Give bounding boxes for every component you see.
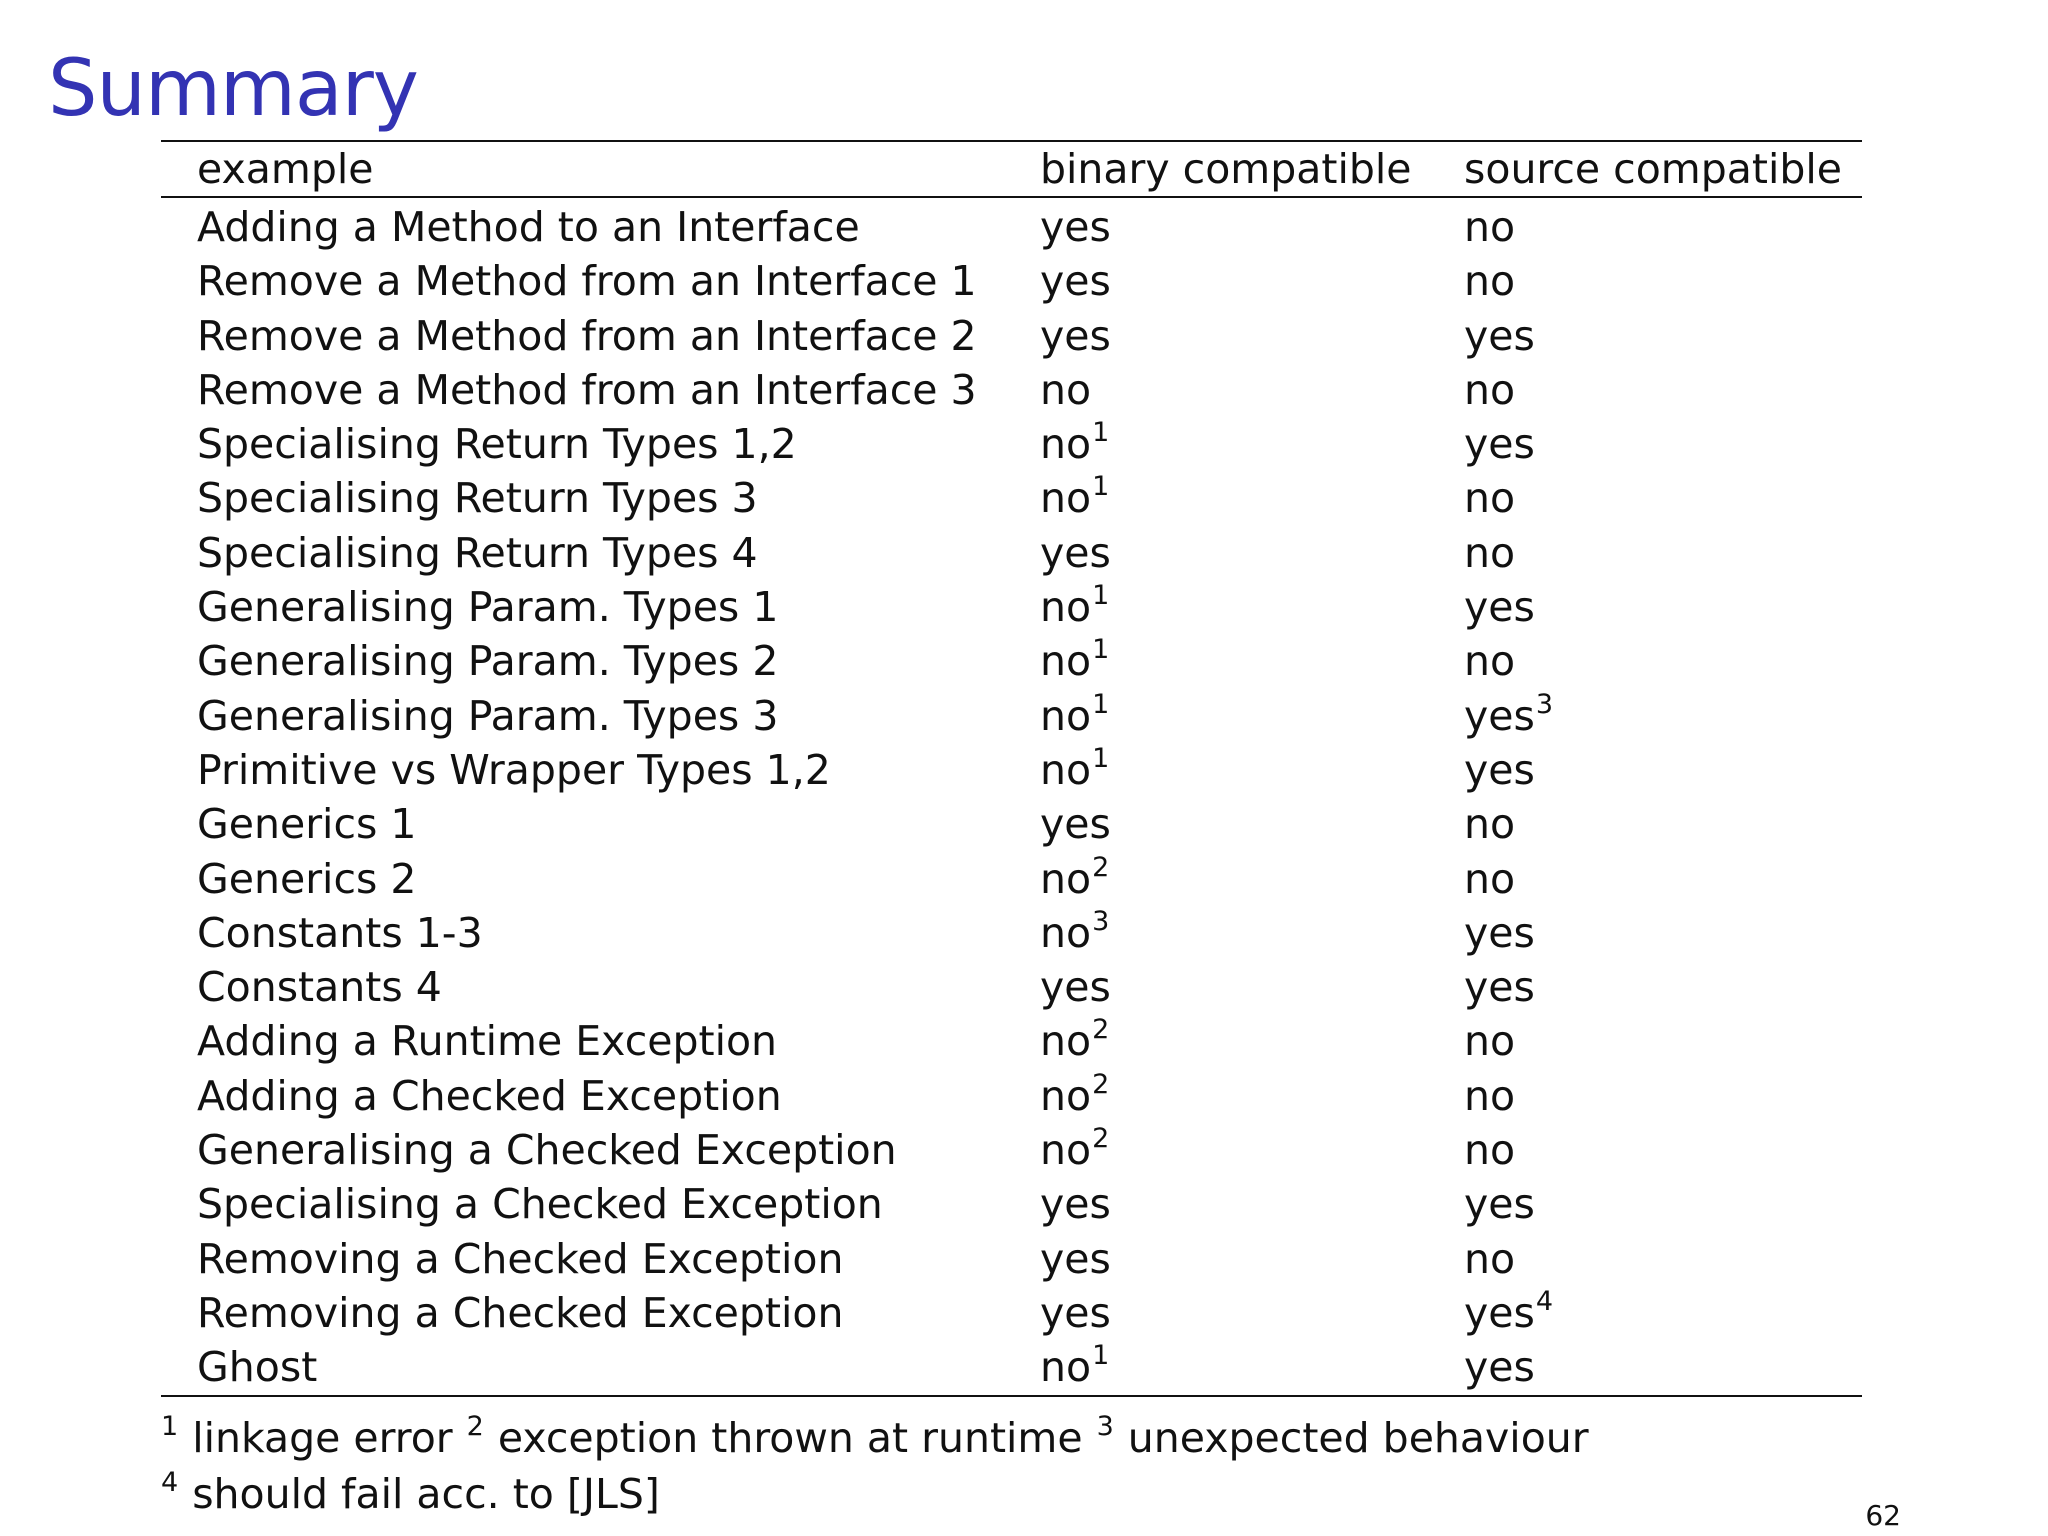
cell-source-compatible bbox=[1464, 363, 1862, 417]
cell-source-compatible bbox=[1464, 1014, 1862, 1068]
cell-example: Removing a Checked Exception bbox=[197, 1288, 844, 1337]
source-value: yes bbox=[1464, 691, 1535, 740]
table-row bbox=[161, 417, 1862, 471]
source-value: no bbox=[1464, 203, 1516, 251]
table-row bbox=[161, 197, 1862, 254]
cell-source-compatible bbox=[1464, 254, 1862, 308]
cell-example: Primitive vs Wrapper Types 1,2 bbox=[197, 745, 831, 794]
column-header-binary-compatible: binary compatible bbox=[1040, 145, 1412, 193]
table-row bbox=[161, 634, 1862, 688]
cell-example: Ghost bbox=[197, 1343, 318, 1392]
cell-binary-compatible bbox=[1040, 1014, 1464, 1068]
source-value: yes bbox=[1464, 1288, 1535, 1337]
cell-example: Specialising Return Types 1,2 bbox=[197, 420, 797, 469]
cell-example: Adding a Method to an Interface bbox=[197, 203, 860, 251]
cell-example: Adding a Runtime Exception bbox=[197, 1017, 778, 1066]
cell-binary-compatible bbox=[1040, 417, 1464, 471]
table-body bbox=[161, 197, 1862, 1396]
binary-value: no bbox=[1040, 854, 1092, 903]
source-value: yes bbox=[1464, 1180, 1535, 1229]
cell-source-compatible bbox=[1464, 417, 1862, 471]
binary-footnote-ref: 2 bbox=[1092, 1123, 1110, 1155]
footnote-text-4: should fail acc. to [JLS] bbox=[192, 1470, 660, 1518]
cell-example: Specialising a Checked Exception bbox=[197, 1180, 883, 1229]
source-value: no bbox=[1464, 637, 1516, 686]
binary-value: no bbox=[1040, 365, 1092, 414]
source-footnote-ref: 4 bbox=[1535, 1285, 1554, 1317]
cell-source-compatible bbox=[1464, 1232, 1862, 1286]
cell-binary-compatible bbox=[1040, 309, 1464, 363]
cell-binary-compatible bbox=[1040, 1123, 1464, 1177]
binary-value: no bbox=[1040, 474, 1092, 523]
binary-value: yes bbox=[1040, 203, 1111, 251]
cell-source-compatible bbox=[1464, 1123, 1862, 1177]
cell-source-compatible bbox=[1464, 960, 1862, 1014]
table-row bbox=[161, 254, 1862, 308]
cell-example: Generalising Param. Types 2 bbox=[197, 637, 779, 686]
cell-binary-compatible bbox=[1040, 1286, 1464, 1340]
binary-footnote-ref: 1 bbox=[1092, 471, 1110, 503]
binary-footnote-ref: 1 bbox=[1092, 417, 1110, 449]
cell-example: Remove a Method from an Interface 1 bbox=[197, 257, 977, 306]
binary-footnote-ref: 1 bbox=[1092, 580, 1110, 612]
footnotes bbox=[161, 1410, 1589, 1522]
table-header-row bbox=[161, 141, 1862, 197]
cell-example: Generics 1 bbox=[197, 800, 417, 849]
binary-footnote-ref: 2 bbox=[1092, 1068, 1110, 1100]
source-value: no bbox=[1464, 1017, 1516, 1066]
compatibility-table bbox=[161, 140, 1862, 1397]
binary-value: yes bbox=[1040, 1234, 1111, 1283]
column-header-example: example bbox=[197, 145, 374, 193]
table-row bbox=[161, 960, 1862, 1014]
cell-source-compatible bbox=[1464, 743, 1862, 797]
cell-source-compatible bbox=[1464, 1069, 1862, 1123]
binary-value: no bbox=[1040, 583, 1092, 632]
source-value: yes bbox=[1464, 311, 1535, 360]
table-row bbox=[161, 1340, 1862, 1395]
source-value: yes bbox=[1464, 420, 1535, 469]
cell-example: Specialising Return Types 4 bbox=[197, 528, 758, 577]
cell-example: Generalising a Checked Exception bbox=[197, 1126, 897, 1175]
cell-binary-compatible bbox=[1040, 363, 1464, 417]
cell-binary-compatible bbox=[1040, 197, 1464, 254]
cell-source-compatible bbox=[1464, 309, 1862, 363]
cell-source-compatible bbox=[1464, 1177, 1862, 1231]
binary-footnote-ref: 1 bbox=[1092, 1340, 1110, 1372]
footnote-mark-4: 4 bbox=[161, 1467, 179, 1498]
table-row bbox=[161, 1014, 1862, 1068]
cell-source-compatible bbox=[1464, 797, 1862, 851]
table-row bbox=[161, 471, 1862, 525]
page-number: 62 bbox=[1865, 1499, 1901, 1532]
binary-value: no bbox=[1040, 420, 1092, 469]
footnote-text-2: exception thrown at runtime bbox=[497, 1414, 1083, 1462]
cell-example: Generics 2 bbox=[197, 854, 417, 903]
cell-source-compatible bbox=[1464, 471, 1862, 525]
cell-source-compatible bbox=[1464, 852, 1862, 906]
source-footnote-ref: 3 bbox=[1535, 688, 1554, 720]
source-value: yes bbox=[1464, 908, 1535, 957]
source-value: yes bbox=[1464, 1343, 1535, 1392]
cell-source-compatible bbox=[1464, 526, 1862, 580]
cell-binary-compatible bbox=[1040, 1340, 1464, 1395]
cell-binary-compatible bbox=[1040, 906, 1464, 960]
cell-source-compatible bbox=[1464, 580, 1862, 634]
cell-binary-compatible bbox=[1040, 526, 1464, 580]
cell-source-compatible bbox=[1464, 634, 1862, 688]
binary-value: yes bbox=[1040, 257, 1111, 306]
source-value: no bbox=[1464, 1234, 1516, 1283]
table-row bbox=[161, 906, 1862, 960]
cell-example: Removing a Checked Exception bbox=[197, 1234, 844, 1283]
cell-binary-compatible bbox=[1040, 1177, 1464, 1231]
binary-footnote-ref: 1 bbox=[1092, 634, 1110, 666]
cell-example: Adding a Checked Exception bbox=[197, 1071, 782, 1120]
cell-binary-compatible bbox=[1040, 743, 1464, 797]
table-row bbox=[161, 1286, 1862, 1340]
binary-value: no bbox=[1040, 1017, 1092, 1066]
binary-footnote-ref: 2 bbox=[1092, 1014, 1110, 1046]
source-value: yes bbox=[1464, 583, 1535, 632]
table-row bbox=[161, 797, 1862, 851]
binary-value: no bbox=[1040, 1343, 1092, 1392]
binary-value: yes bbox=[1040, 1180, 1111, 1229]
binary-value: yes bbox=[1040, 963, 1111, 1012]
table-row bbox=[161, 743, 1862, 797]
source-value: no bbox=[1464, 474, 1516, 523]
binary-value: no bbox=[1040, 1126, 1092, 1175]
cell-source-compatible bbox=[1464, 1340, 1862, 1395]
cell-example: Specialising Return Types 3 bbox=[197, 474, 758, 523]
binary-value: yes bbox=[1040, 800, 1111, 849]
cell-binary-compatible bbox=[1040, 580, 1464, 634]
table-row bbox=[161, 1123, 1862, 1177]
binary-footnote-ref: 1 bbox=[1092, 688, 1110, 720]
binary-value: no bbox=[1040, 745, 1092, 794]
footnote-text-1: linkage error bbox=[192, 1414, 453, 1462]
column-header-source-compatible: source compatible bbox=[1464, 145, 1843, 193]
table-row bbox=[161, 1232, 1862, 1286]
cell-source-compatible bbox=[1464, 689, 1862, 743]
source-value: no bbox=[1464, 257, 1516, 306]
footnote-mark-3: 3 bbox=[1096, 1411, 1114, 1442]
table-row bbox=[161, 363, 1862, 417]
cell-binary-compatible bbox=[1040, 960, 1464, 1014]
source-value: no bbox=[1464, 1126, 1516, 1175]
table-row bbox=[161, 309, 1862, 363]
cell-example: Generalising Param. Types 1 bbox=[197, 583, 779, 632]
table-row bbox=[161, 852, 1862, 906]
cell-example: Remove a Method from an Interface 2 bbox=[197, 311, 977, 360]
cell-example: Constants 1-3 bbox=[197, 908, 483, 957]
binary-value: yes bbox=[1040, 528, 1111, 577]
cell-source-compatible bbox=[1464, 1286, 1862, 1340]
cell-binary-compatible bbox=[1040, 852, 1464, 906]
cell-example: Generalising Param. Types 3 bbox=[197, 691, 779, 740]
footnote-mark-2: 2 bbox=[466, 1411, 484, 1442]
footnote-text-3: unexpected behaviour bbox=[1127, 1414, 1589, 1462]
source-value: no bbox=[1464, 528, 1516, 577]
source-value: no bbox=[1464, 1071, 1516, 1120]
binary-value: no bbox=[1040, 908, 1092, 957]
source-value: no bbox=[1464, 365, 1516, 414]
cell-binary-compatible bbox=[1040, 797, 1464, 851]
cell-binary-compatible bbox=[1040, 1232, 1464, 1286]
footnote-mark-1: 1 bbox=[161, 1411, 179, 1442]
table-row bbox=[161, 580, 1862, 634]
cell-example: Remove a Method from an Interface 3 bbox=[197, 365, 977, 414]
cell-binary-compatible bbox=[1040, 689, 1464, 743]
source-value: no bbox=[1464, 854, 1516, 903]
footnote-line-2 bbox=[161, 1466, 1589, 1522]
table-row bbox=[161, 1069, 1862, 1123]
binary-value: no bbox=[1040, 637, 1092, 686]
compatibility-table-container bbox=[161, 140, 1862, 1397]
cell-binary-compatible bbox=[1040, 254, 1464, 308]
binary-footnote-ref: 2 bbox=[1092, 851, 1110, 883]
footnote-line-1 bbox=[161, 1410, 1589, 1466]
binary-value: no bbox=[1040, 691, 1092, 740]
cell-source-compatible bbox=[1464, 906, 1862, 960]
table-row bbox=[161, 1177, 1862, 1231]
cell-source-compatible bbox=[1464, 197, 1862, 254]
table-row bbox=[161, 689, 1862, 743]
source-value: yes bbox=[1464, 745, 1535, 794]
slide-title: Summary bbox=[48, 44, 418, 134]
binary-value: no bbox=[1040, 1071, 1092, 1120]
binary-footnote-ref: 3 bbox=[1092, 905, 1110, 937]
binary-footnote-ref: 1 bbox=[1092, 742, 1110, 774]
cell-binary-compatible bbox=[1040, 1069, 1464, 1123]
source-value: no bbox=[1464, 800, 1516, 849]
cell-binary-compatible bbox=[1040, 471, 1464, 525]
source-value: yes bbox=[1464, 963, 1535, 1012]
binary-value: yes bbox=[1040, 311, 1111, 360]
cell-binary-compatible bbox=[1040, 634, 1464, 688]
cell-example: Constants 4 bbox=[197, 963, 442, 1012]
binary-value: yes bbox=[1040, 1288, 1111, 1337]
table-row bbox=[161, 526, 1862, 580]
